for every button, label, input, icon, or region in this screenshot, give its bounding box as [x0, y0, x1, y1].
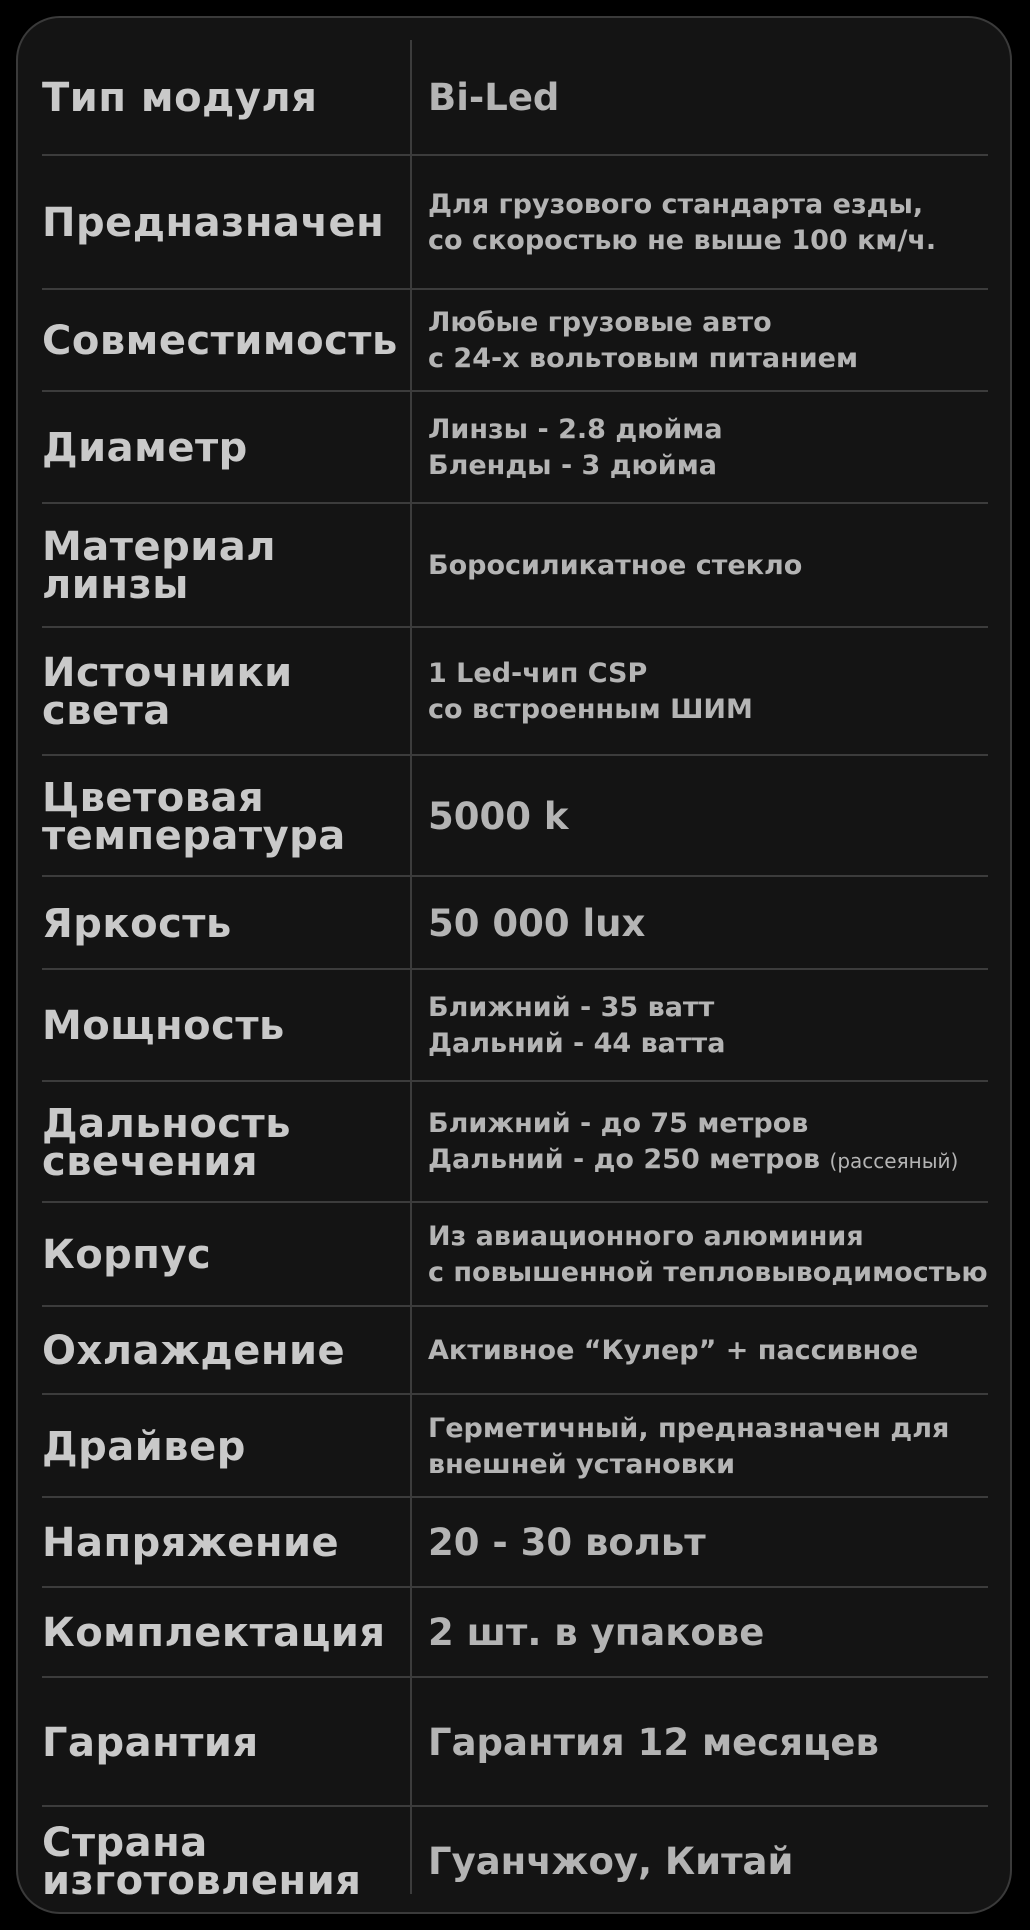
spec-value-text: Дальний - 44 ватта	[428, 1028, 726, 1059]
spec-value-line	[428, 903, 988, 945]
spec-value-line	[428, 1333, 988, 1369]
spec-value-text: Для грузового стандарта езды,	[428, 189, 924, 220]
spec-value-text: Боросиликатное стекло	[428, 550, 803, 581]
spec-label-line: Драйвер	[42, 1423, 246, 1470]
spec-row	[42, 1203, 988, 1307]
spec-value-line	[428, 1142, 988, 1179]
spec-label	[42, 1082, 402, 1203]
spec-value	[428, 504, 988, 628]
spec-value-text: внешней установки	[428, 1448, 736, 1480]
spec-value-text: Bi-Led	[428, 76, 560, 119]
spec-label-line: Предназначен	[42, 200, 385, 246]
spec-value-text: Ближний - до 75 метров	[428, 1108, 809, 1139]
spec-value-line	[428, 341, 988, 377]
spec-label	[42, 1588, 402, 1678]
spec-value-text: 5000 k	[428, 794, 569, 838]
spec-value-text: Гарантия 12 месяцев	[428, 1720, 879, 1764]
spec-value-text: 2 шт. в упакове	[428, 1611, 765, 1654]
spec-value-text: Дальний - до 250 метров	[428, 1144, 821, 1175]
spec-value	[428, 1203, 988, 1307]
spec-row	[42, 392, 988, 504]
spec-label	[42, 628, 402, 756]
spec-value-text: с повышенной тепловыводимостью	[428, 1257, 988, 1288]
spec-value-line	[428, 1612, 988, 1654]
spec-value-text: Любые грузовые авто	[428, 307, 772, 338]
spec-row	[42, 1807, 988, 1914]
spec-value-line	[428, 692, 988, 728]
spec-label	[42, 1307, 402, 1395]
spec-value-text: Из авиационного алюминия	[428, 1221, 864, 1252]
spec-value	[428, 756, 988, 877]
spec-value-text: 20 - 30 вольт	[428, 1521, 706, 1564]
spec-value-text: Герметичный, предназначен для	[428, 1412, 950, 1444]
spec-value-text: Активное “Кулер” + пассивное	[428, 1335, 919, 1366]
spec-value	[428, 1395, 988, 1498]
spec-label-line: температура	[42, 812, 346, 859]
spec-row	[42, 1678, 988, 1807]
spec-value-line	[428, 1841, 988, 1883]
spec-label	[42, 40, 402, 156]
spec-value-line	[428, 1522, 988, 1564]
spec-label	[42, 1498, 402, 1588]
spec-label-line: Источники	[42, 650, 293, 696]
spec-value-line	[428, 412, 988, 448]
spec-label-line: изготовления	[42, 1858, 362, 1904]
spec-value-text: Ближний - 35 ватт	[428, 992, 715, 1023]
spec-value-note: (рассеяный)	[829, 1149, 959, 1173]
spec-value-line	[428, 1026, 988, 1062]
spec-value	[428, 40, 988, 156]
spec-row	[42, 628, 988, 756]
spec-label	[42, 290, 402, 392]
spec-label-line: Яркость	[42, 900, 232, 947]
spec-value	[428, 156, 988, 290]
spec-row	[42, 970, 988, 1082]
spec-value	[428, 1678, 988, 1807]
spec-label-line: Совместимость	[42, 318, 398, 364]
spec-label	[42, 504, 402, 628]
spec-label-line: Цветовая	[42, 774, 265, 821]
spec-label-line: Дальность	[42, 1100, 292, 1147]
spec-value	[428, 1807, 988, 1914]
spec-label	[42, 1807, 402, 1914]
spec-table	[16, 16, 1012, 1914]
spec-row	[42, 290, 988, 392]
spec-row	[42, 1082, 988, 1203]
spec-value-line	[428, 448, 988, 484]
spec-label-line: Диаметр	[42, 425, 248, 471]
spec-label	[42, 970, 402, 1082]
spec-value-text: со скоростью не выше 100 км/ч.	[428, 225, 937, 256]
spec-value-line	[428, 305, 988, 341]
spec-value	[428, 1588, 988, 1678]
spec-row	[42, 1498, 988, 1588]
spec-label	[42, 156, 402, 290]
spec-value	[428, 392, 988, 504]
spec-value	[428, 1498, 988, 1588]
spec-row	[42, 756, 988, 877]
spec-label-line: Тип модуля	[42, 75, 318, 121]
spec-value-line	[428, 1722, 988, 1764]
spec-value-line	[428, 77, 988, 119]
spec-label-line: линзы	[42, 562, 189, 608]
spec-label-line: света	[42, 688, 171, 734]
spec-label-line: Страна	[42, 1820, 208, 1866]
spec-value-line	[428, 1255, 988, 1291]
spec-value-line	[428, 187, 988, 223]
spec-label-line: Корпус	[42, 1232, 212, 1278]
spec-label-line: Гарантия	[42, 1719, 259, 1766]
spec-row	[42, 504, 988, 628]
spec-value-line	[428, 548, 988, 584]
spec-value	[428, 1307, 988, 1395]
spec-row	[42, 1395, 988, 1498]
spec-value-text: со встроенным ШИМ	[428, 694, 753, 725]
spec-label-line: свечения	[42, 1138, 259, 1185]
spec-label	[42, 877, 402, 970]
spec-label-line: Охлаждение	[42, 1328, 346, 1374]
spec-value-line	[428, 656, 988, 692]
spec-value-line	[428, 796, 988, 838]
spec-value	[428, 877, 988, 970]
spec-label-line: Материал	[42, 524, 277, 570]
spec-row	[42, 156, 988, 290]
spec-value	[428, 1082, 988, 1203]
spec-row	[42, 877, 988, 970]
spec-label	[42, 1678, 402, 1807]
spec-label-line: Комплектация	[42, 1610, 386, 1656]
spec-value-text: 50 000 lux	[428, 901, 646, 945]
spec-row	[42, 1307, 988, 1395]
spec-value	[428, 970, 988, 1082]
spec-value-text: с 24-х вольтовым питанием	[428, 343, 859, 374]
spec-value-line	[428, 223, 988, 259]
spec-value-line	[428, 1219, 988, 1255]
spec-row	[42, 1588, 988, 1678]
spec-value	[428, 628, 988, 756]
spec-value-line	[428, 990, 988, 1026]
spec-value-text: Бленды - 3 дюйма	[428, 450, 717, 481]
spec-label-line: Мощность	[42, 1003, 285, 1049]
spec-value-line	[428, 1447, 988, 1483]
spec-value-text: Гуанчжоу, Китай	[428, 1840, 794, 1883]
spec-value-line	[428, 1411, 988, 1447]
spec-label	[42, 392, 402, 504]
spec-label	[42, 1203, 402, 1307]
spec-label	[42, 1395, 402, 1498]
spec-value-line	[428, 1106, 988, 1142]
spec-row	[42, 40, 988, 156]
spec-label-line: Напряжение	[42, 1520, 340, 1566]
spec-label	[42, 756, 402, 877]
spec-value	[428, 290, 988, 392]
spec-value-text: Линзы - 2.8 дюйма	[428, 414, 723, 445]
spec-value-text: 1 Led-чип CSP	[428, 658, 648, 689]
